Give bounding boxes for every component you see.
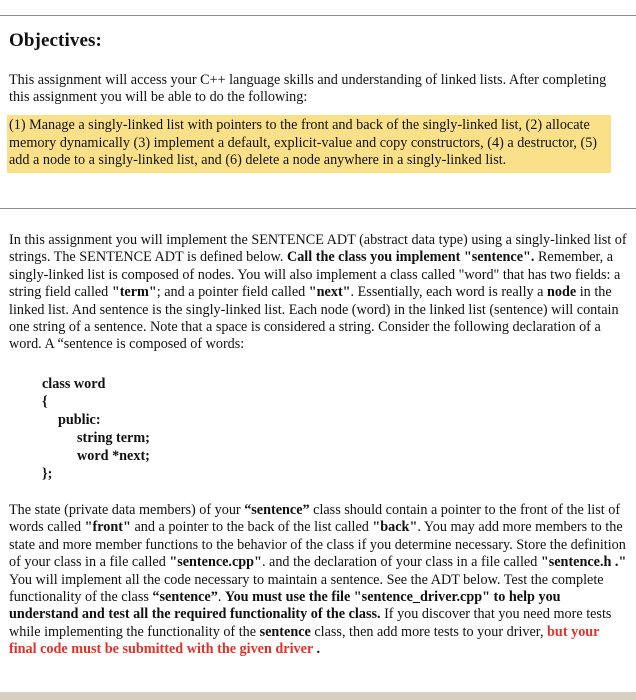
- code-line-term: string term;: [77, 430, 150, 446]
- final-code-warning: but your final code must be submitted with the given driver: [9, 623, 600, 658]
- code-line-close-brace: };: [42, 466, 53, 482]
- code-line-next: word *next;: [77, 448, 150, 464]
- description-paragraph: In this assignment you will implement the SENTENCE ADT (abstract data type) using a singly-linked list of strings. The SENTENCE ADT is defined below. Call the class you implement "sentence". Remember, a singly-linked list is composed of nodes. You will also implement a class called "word" that has two fields: a string field called "term"; and a pointer field called "next". Essentially, each word is really a node in the linked list. And sentence is the singly-linked list. Each node (word) in the linked list (sentence) will contain one string of a sentence. Note that a space is considered a string. Consider the following declaration of a word. A “sentence is composed of words:: [9, 232, 627, 353]
- section-divider: [0, 208, 636, 209]
- intro-paragraph: This assignment will access your C++ language skills and understanding of linked lists. After completing this assignment you will be able to do the following:: [9, 72, 607, 106]
- code-line-class: class word: [42, 376, 106, 392]
- code-line-public: public:: [58, 412, 101, 428]
- state-paragraph: The state (private data members) of your “sentence” class should contain a pointer to the front of the list of words called "front" and a pointer to the back of the list called "back". You may add more members to the state and more member functions to the behavior of the class if you determine necessary. Store the definition of your class in a file called "sentence.cpp". and the declaration of your class in a file called "sentence.h ." You will implement all the code necessary to maintain a sentence. See the ADT below. Test the complete functionality of the class “sentence”. You must use the file "sentence_driver.cpp" to help you understand and test all the required functionality of the class. If you discover that you need more tests while implementing the functionality of the sentence class, then add more tests to your driver, but your final code must be submitted with the given driver .: [9, 502, 627, 658]
- top-divider: [0, 15, 636, 16]
- code-line-open-brace: {: [42, 394, 48, 410]
- page-title: Objectives:: [9, 30, 102, 51]
- objectives-highlight: (1) Manage a singly-linked list with pointers to the front and back of the singly-linked list, (2) allocate memory dynamically (3) implement a default, explicit-value and copy constructors, (4) a destructor, (5) add a node to a singly-linked list, and (6) delete a node anywhere in a singly-linked list.: [7, 115, 611, 173]
- bottom-edge: [0, 692, 636, 700]
